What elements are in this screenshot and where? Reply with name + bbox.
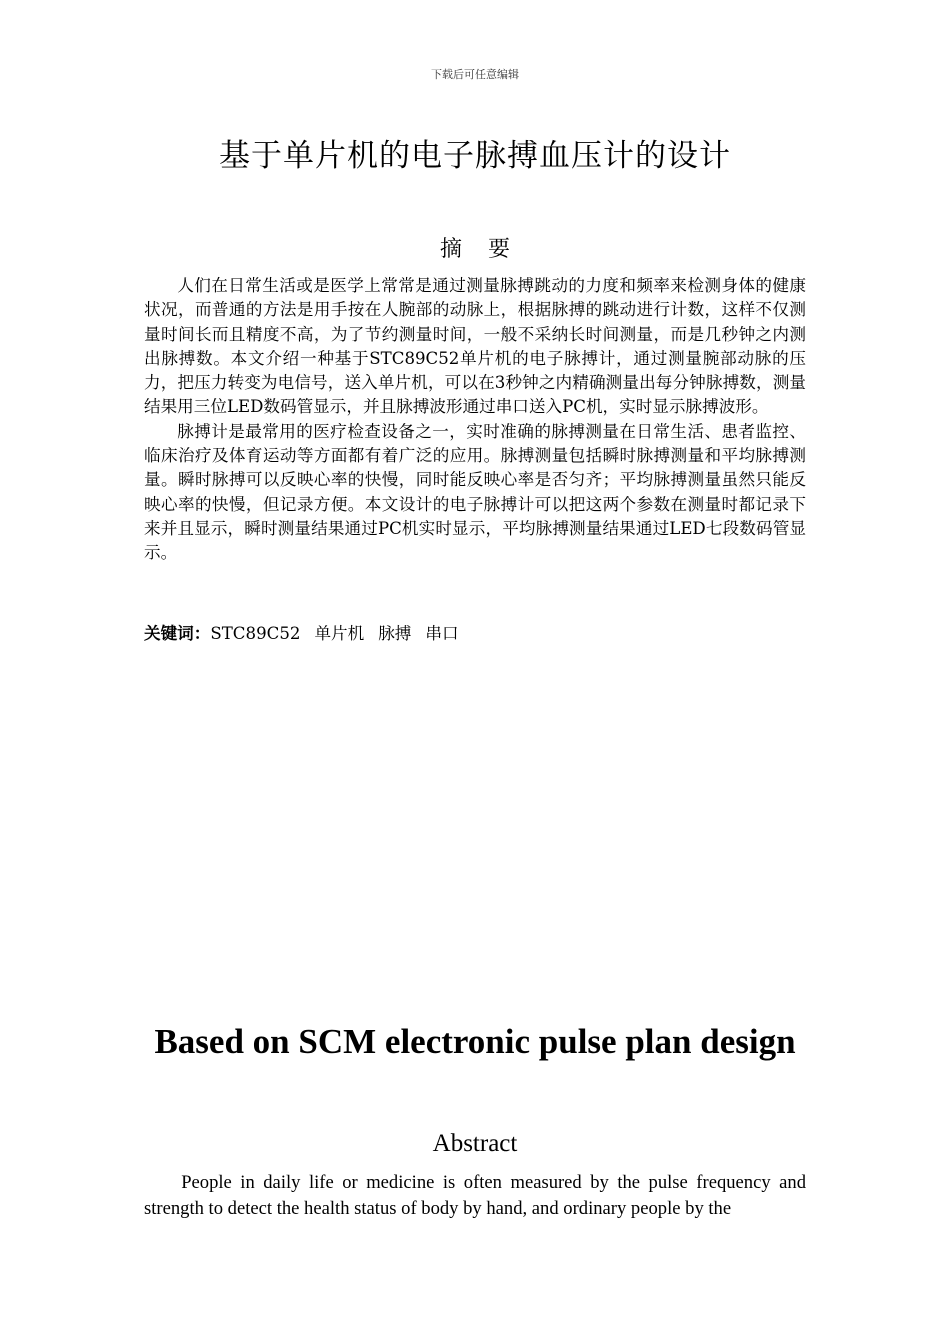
chinese-abstract-paragraph: 人们在日常生活或是医学上常常是通过测量脉搏跳动的力度和频率来检测身体的健康状况，而普通的方法是用手按在人腕部的动脉上，根据脉搏的跳动进行计数，这样不仅测量时间长而且精度不高，为了节约测量时间，一般不采纳长时间测量，而是几秒钟之内测出脉搏数。本文介绍一种基于STC89C52单片机的电子脉搏计，通过测量腕部动脉的压力，把压力转变为电信号，送入单片机，可以在3秒钟之内精确测量出每分钟脉搏数，测量结果用三位LED数码管显示，并且脉搏波形通过串口送入PC机，实时显示脉搏波形。	[144, 276, 806, 417]
keyword: 脉搏	[378, 624, 412, 643]
chinese-abstract-paragraph: 脉搏计是最常用的医疗检查设备之一，实时准确的脉搏测量在日常生活、患者监控、临床治疗及体育运动等方面都有着广泛的应用。脉搏测量包括瞬时脉搏测量和平均脉搏测量。瞬时脉搏可以反映心率的快慢，同时能反映心率是否匀齐；平均脉搏测量虽然只能反映心率的快慢，但记录方便。本文设计的电子脉搏计可以把这两个参数在测量时都记录下来并且显示，瞬时测量结果通过PC机实时显示，平均脉搏测量结果通过LED七段数码管显示。	[144, 421, 806, 563]
english-abstract-body	[144, 1170, 806, 1221]
english-title: Based on SCM electronic pulse plan design	[154, 1022, 796, 1061]
english-abstract-paragraph: People in daily life or medicine is often measured by the pulse frequency and strength to detect the health status of body by hand, and ordinary people by the	[144, 1172, 806, 1219]
english-abstract-heading: Abstract	[432, 1130, 518, 1157]
page-header-note: 下载后可任意编辑	[431, 68, 519, 81]
keyword: 串口	[425, 624, 459, 643]
chinese-abstract-body	[144, 274, 806, 566]
keyword: STC89C52	[210, 624, 301, 643]
keywords-line	[144, 622, 806, 646]
chinese-abstract-heading: 摘要	[439, 237, 536, 262]
keyword: 单片机	[314, 624, 365, 643]
chinese-title: 基于单片机的电子脉搏血压计的设计	[219, 138, 731, 174]
keywords-label: 关键词：	[144, 624, 211, 643]
